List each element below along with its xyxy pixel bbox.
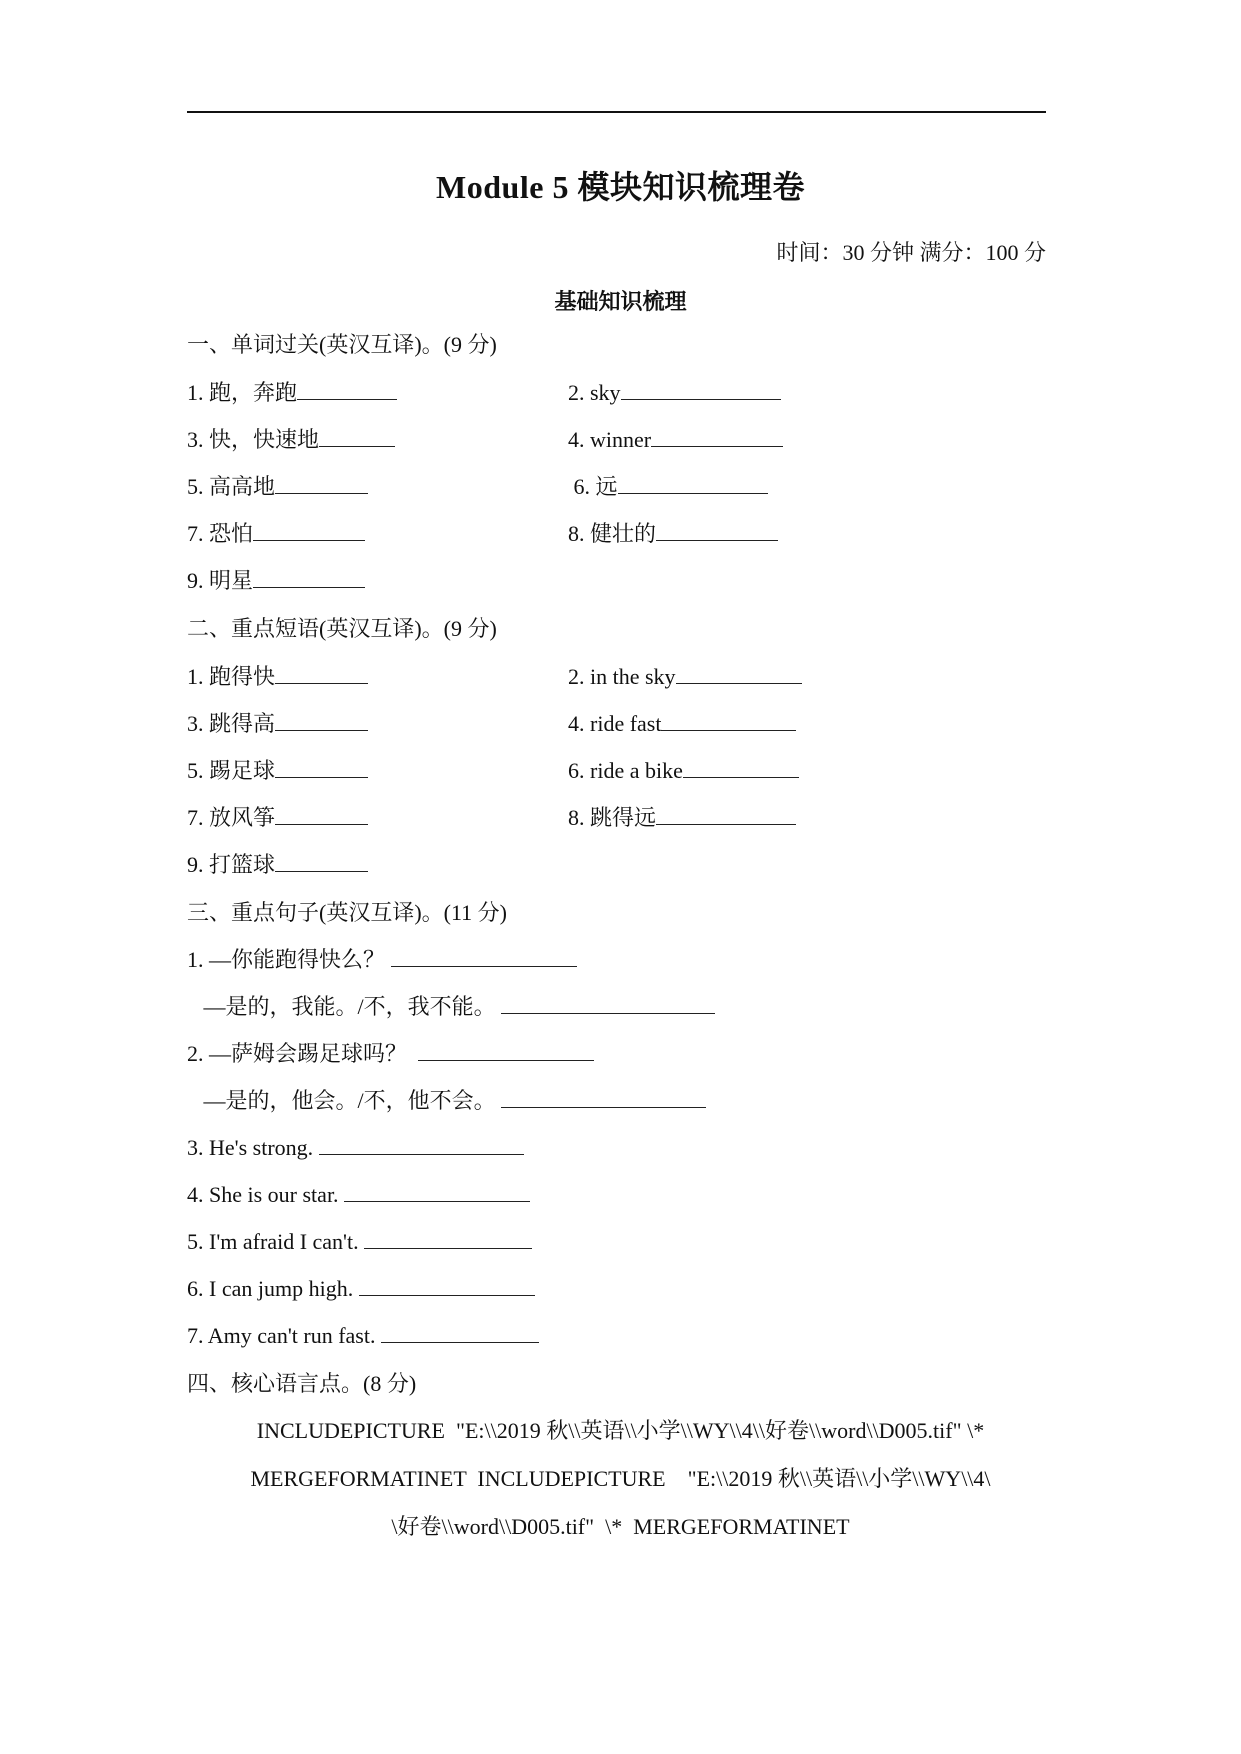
answer-blank[interactable] <box>651 426 783 447</box>
answer-blank[interactable] <box>364 1228 532 1249</box>
answer-blank[interactable] <box>275 663 368 684</box>
sentence-item <box>187 1086 706 1116</box>
page-title: Module 5 模块知识梳理卷 <box>436 169 805 205</box>
sentence-item <box>187 1274 535 1304</box>
field-code-text: INCLUDEPICTURE "E:\\2019 秋\\英语\\小学\\WY\\4\\好卷\\word\\D005.tif" \* <box>256 1418 985 1443</box>
answer-blank[interactable] <box>656 520 778 541</box>
phrase-item <box>187 850 368 880</box>
answer-blank[interactable] <box>501 1087 706 1108</box>
vocab-prompt: 1. 跑，奔跑 <box>187 380 298 405</box>
answer-blank[interactable] <box>275 804 368 825</box>
field-code-text: \好卷\\word\\D005.tif" \* MERGEFORMATINET <box>391 1514 850 1539</box>
sentence-prompt: —是的，我能。/不，我不能。 <box>187 994 502 1019</box>
phrase-item <box>187 709 368 739</box>
phrase-prompt: 7. 放风筝 <box>187 805 276 830</box>
section4-heading: 四、核心语言点。(8 分) <box>187 1371 417 1396</box>
section1-heading: 一、单词过关(英汉互译)。(9 分) <box>187 332 497 357</box>
sentence-prompt: 1. —你能跑得快么？ <box>187 947 391 972</box>
phrase-prompt: 5. 踢足球 <box>187 758 276 783</box>
vocab-prompt: 3. 快，快速地 <box>187 427 320 452</box>
vocab-prompt: 5. 高高地 <box>187 474 276 499</box>
sentence-item <box>187 1133 524 1163</box>
vocab-item <box>187 566 365 596</box>
sentence-item <box>187 945 577 975</box>
phrase-prompt: 9. 打篮球 <box>187 852 276 877</box>
header-rule <box>187 111 1046 113</box>
vocab-item <box>568 378 781 408</box>
sentence-item <box>187 1180 530 1210</box>
section-subtitle: 基础知识梳理 <box>554 289 687 314</box>
vocab-item <box>568 472 768 502</box>
sentence-prompt: 2. —萨姆会踢足球吗？ <box>187 1041 419 1066</box>
vocab-item <box>187 425 395 455</box>
phrase-item <box>187 756 368 786</box>
vocab-prompt: 8. 健壮的 <box>568 521 657 546</box>
vocab-item <box>568 519 778 549</box>
answer-blank[interactable] <box>319 426 395 447</box>
answer-blank[interactable] <box>683 757 799 778</box>
phrase-item <box>568 662 802 692</box>
vocab-prompt: 4. winner <box>568 427 652 452</box>
vocab-item <box>187 519 365 549</box>
phrase-item <box>568 756 799 786</box>
phrase-prompt: 2. in the sky <box>568 664 676 689</box>
vocab-item <box>568 425 783 455</box>
phrase-item <box>187 662 368 692</box>
answer-blank[interactable] <box>418 1040 594 1061</box>
phrase-item <box>568 803 796 833</box>
answer-blank[interactable] <box>275 851 368 872</box>
answer-blank[interactable] <box>359 1275 535 1296</box>
answer-blank[interactable] <box>253 567 365 588</box>
answer-blank[interactable] <box>676 663 802 684</box>
sentence-item <box>187 1227 532 1257</box>
answer-blank[interactable] <box>501 993 715 1014</box>
field-code-text: MERGEFORMATINET INCLUDEPICTURE "E:\\2019 秋\\英语\\小学\\WY\\4\ <box>250 1466 991 1491</box>
phrase-prompt: 6. ride a bike <box>568 758 683 783</box>
time-score-info: 时间：30 分钟 满分：100 分 <box>776 240 1046 265</box>
vocab-item <box>187 378 397 408</box>
answer-blank[interactable] <box>275 473 368 494</box>
phrase-item <box>187 803 368 833</box>
answer-blank[interactable] <box>344 1181 530 1202</box>
phrase-prompt: 3. 跳得高 <box>187 711 276 736</box>
vocab-prompt: 9. 明星 <box>187 568 254 593</box>
vocab-prompt: 6. 远 <box>568 474 618 499</box>
section3-heading: 三、重点句子(英汉互译)。(11 分) <box>187 900 507 925</box>
vocab-prompt: 7. 恐怕 <box>187 521 254 546</box>
sentence-prompt: —是的，他会。/不，他不会。 <box>187 1088 502 1113</box>
sentence-item <box>187 992 715 1022</box>
answer-blank[interactable] <box>618 473 768 494</box>
sentence-prompt: 4. She is our star. <box>187 1182 345 1207</box>
phrase-prompt: 8. 跳得远 <box>568 805 657 830</box>
sentence-prompt: 6. I can jump high. <box>187 1276 359 1301</box>
sentence-prompt: 3. He's strong. <box>187 1135 319 1160</box>
answer-blank[interactable] <box>661 710 796 731</box>
answer-blank[interactable] <box>319 1134 524 1155</box>
sentence-prompt: 5. I'm afraid I can't. <box>187 1229 365 1254</box>
sentence-item <box>187 1321 539 1351</box>
sentence-prompt: 7. Amy can't run fast. <box>187 1323 381 1348</box>
answer-blank[interactable] <box>275 710 368 731</box>
answer-blank[interactable] <box>253 520 365 541</box>
answer-blank[interactable] <box>275 757 368 778</box>
answer-blank[interactable] <box>391 946 577 967</box>
answer-blank[interactable] <box>381 1322 539 1343</box>
answer-blank[interactable] <box>656 804 796 825</box>
vocab-item <box>187 472 368 502</box>
phrase-item <box>568 709 796 739</box>
answer-blank[interactable] <box>621 379 781 400</box>
vocab-prompt: 2. sky <box>568 380 621 405</box>
answer-blank[interactable] <box>297 379 397 400</box>
sentence-item <box>187 1039 594 1069</box>
phrase-prompt: 1. 跑得快 <box>187 664 276 689</box>
phrase-prompt: 4. ride fast <box>568 711 662 736</box>
section2-heading: 二、重点短语(英汉互译)。(9 分) <box>187 616 497 641</box>
